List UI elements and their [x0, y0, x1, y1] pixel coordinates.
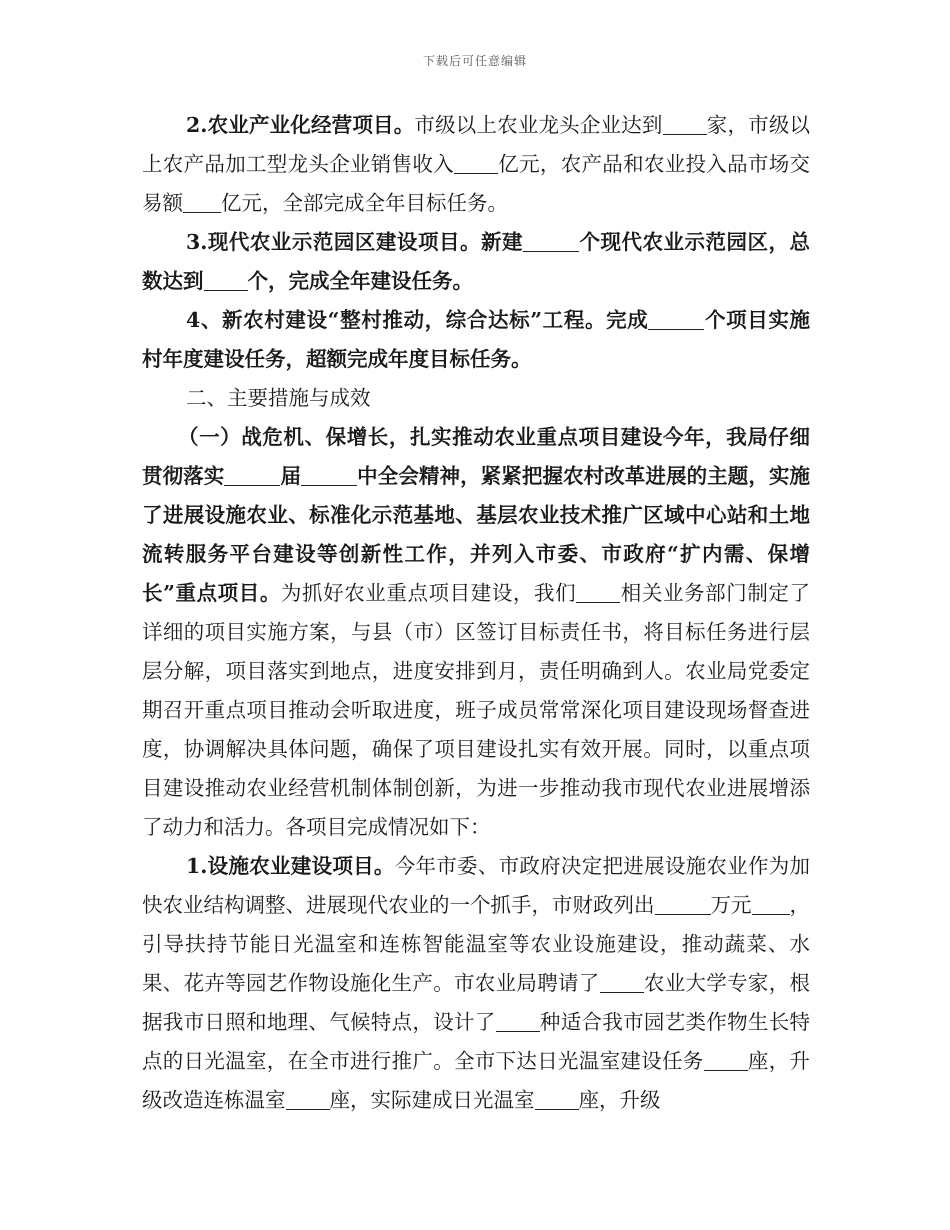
item-heading: 1.设施农业建设项目。: [186, 854, 395, 878]
blank-field: [704, 1050, 748, 1072]
blank-field: [204, 270, 248, 292]
blank-field: [576, 582, 620, 604]
paragraph-new-village: 4、新农村建设“整村推动，综合达标”工程。完成 个项目实施村年度建设任务，超额完成年度目标任务。: [142, 308, 810, 371]
document-body: [142, 106, 810, 1120]
blank-field: [752, 894, 790, 916]
paragraph-demo-park: 3.现代农业示范园区建设项目。新建 个现代农业示范园区，总数达到 个，完成全年建设任务。: [142, 230, 811, 293]
blank-field: [523, 231, 579, 253]
section-heading: 二、主要措施与成效: [186, 386, 371, 410]
blank-field: [535, 1089, 579, 1111]
blank-field: [496, 1011, 540, 1033]
blank-field: [454, 153, 498, 175]
item-heading: 2.农业产业化经营项目。: [186, 113, 415, 137]
blank-field: [301, 465, 357, 487]
blank-field: [286, 1089, 330, 1111]
paragraph-facility-agriculture: 1.设施农业建设项目。今年市委、市政府决定把进展设施农业作为加快农业结构调整、进展现代农业的一个抓手，市财政列出 万元 ，引导扶持节能日光温室和连栋智能温室等农业设施建设，推动蔬菜、水果、花卉等园艺作物设施化生产。市农业局聘请了 农业大学专家，根据我市日照和地理、气候特点，设计了 种适合我市园艺类作物生长特点的日光温室，在全市进行推广。全市下达日光温室建设任务 座，升级改造连栋温室 座，实际建成日光温室 座，升级: [142, 854, 811, 1112]
blank-field: [224, 465, 280, 487]
blank-field: [655, 894, 711, 916]
paragraph-agri-industry: 2.农业产业化经营项目。市级以上农业龙头企业达到 家，市级以上农产品加工型龙头企业销售收入 亿元，农产品和农业投入品市场交易额 亿元，全部完成全年目标任务。: [142, 113, 811, 215]
paragraph-key-projects: （一）战危机、保增长，扎实推动农业重点项目建设今年，我局仔细贯彻落实 届 中全会精神，紧紧把握农村改革进展的主题，实施了进展设施农业、标准化示范基地、基层农业技术推广区域中心站和土地流转服务平台建设等创新性工作，并列入市委、市政府“扩内需、保增长”重点项目。为抓好农业重点项目建设，我们 相关业务部门制定了详细的项目实施方案，与县（市）区签订目标责任书，将目标任务进行层层分解，项目落实到地点，进度安排到月，责任明确到人。农业局党委定期召开重点项目推动会听取进度，班子成员常常深化项目建设现场督查进度，协调解决具体问题，确保了项目建设扎实有效开展。同时，以重点项目建设推动农业经营机制体制创新，为进一步推动我市现代农业进展增添了动力和活力。各项目完成情况如下：: [142, 425, 811, 839]
blank-field: [183, 192, 221, 214]
blank-field: [663, 114, 707, 136]
page-header: 下载后可任意编辑: [422, 54, 527, 68]
blank-field: [600, 972, 644, 994]
blank-field: [648, 309, 704, 331]
